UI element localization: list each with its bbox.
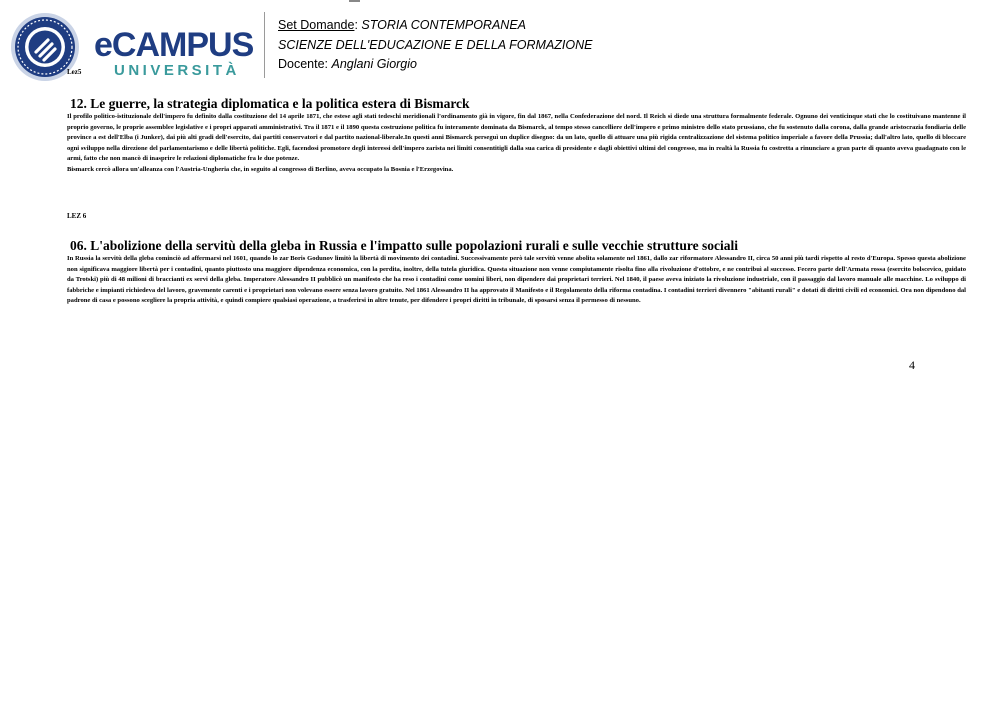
docente-value: Anglani Giorgio <box>331 57 417 71</box>
docente-line <box>278 55 592 75</box>
section-servitu-gleba <box>67 238 966 307</box>
ecampus-wordmark-subtitle: UNIVERSITÀ <box>114 62 240 79</box>
section-paragraph: In Russia la servitù della gleba cominciò ad affermarsi nel 1601, quando lo zar Boris Godunov limitò la libertà di movimento dei contadini. Successivamente però tale servitù venne abolita solamente nel 1861, dallo zar riformatore Alessandro II, circa 50 anni più tardi rispetto al resto d'Europa. Spesso questa abolizione non significava maggiore libertà per i contadini, quanto piuttosto una maggiore dipendenza economica, con la perdita, inoltre, della tutela giuridica. Questa situazione non venne compiutamente risolta fino alla rivoluzione d'ottobre, e ne contribuì al successo. Fecero parte dell'Armata rossa (esercito bolscevico, guidato da Trotski) più di 48 milioni di braccianti ex servi della gleba. Imperatore Alessandro II pubblicò un manifesto che ha reso i contadini come uomini liberi, non dipendere dai proprietari terrieri. Nel 1840, il paese aveva iniziato la rivoluzione industriale, con il passaggio dal lavoro manuale alle macchine. Lo sviluppo di fabbriche e impianti richiedeva del lavoro, gravemente carenti e i proprietari non volevano essere senza lavoro gratuito. Nel 1861 Alessandro II ha approvato il Manifesto e il Regolamento della riforma contadina. I contadini terrieri divennero "abitanti rurali" e dotati di diritti civili ed economici. Ora non dipendono dal padrone di casa e possono scegliere la propria attività, e quindi compiere qualsiasi operazione, a trasferirsi in altre tenute, per difendere i propri diritti in tribunale, di sposarsi senza il permesso di nessuno. <box>67 255 966 305</box>
section-bismarck <box>67 96 966 176</box>
set-domande-value: STORIA CONTEMPORANEA <box>361 18 526 32</box>
set-domande-label: Set Domande <box>278 18 355 32</box>
lesson-label-header: Lez5 <box>67 68 82 76</box>
page-number: 4 <box>909 358 915 372</box>
set-domande-line: Set Domande: STORIA CONTEMPORANEA <box>278 18 526 32</box>
section-title: 06. L'abolizione della servitù della gleba in Russia e l'impatto sulle popolazioni rurali e sulle vecchie strutture sociali <box>70 238 738 253</box>
docente-label: Docente: <box>278 57 329 71</box>
course-info <box>278 16 592 75</box>
header-divider <box>264 12 265 78</box>
ecampus-wordmark-title: eCAMPUS <box>94 26 254 64</box>
section-title: 12. Le guerre, la strategia diplomatica e la politica estera di Bismarck <box>70 96 470 111</box>
top-edge-mark <box>349 0 360 2</box>
faculty-name: SCIENZE DELL'EDUCAZIONE E DELLA FORMAZIONE <box>278 37 593 52</box>
lesson-label: LEZ 6 <box>67 212 87 220</box>
ecampus-wordmark <box>94 28 253 79</box>
section-paragraph: Il profilo politico-istituzionale dell'impero fu definito dalla costituzione del 14 aprile 1871, che estese agli stati tedeschi meridionali l'ordinamento già in vigore, fin dal 1867, nella Confederazione del nord. Il Reich si diede una struttura formalmente federale. Ognuno dei venticinque stati che lo costituivano mantenne il proprio governo, le proprie assemblee legislative e i propri apparati amministrativi. Tra il 1871 e il 1890 questa costruzione politica fu interamente dominata da Bismarck, al tempo stesso cancelliere dell'impero e primo ministro dello stato prussiano, che fu sostenuto dalla corona, dalla grande aristocrazia fondiaria delle province a est dell'Elba (i Junker), dai più alti gradi dell'esercito, dai partiti conservatori e dal partito nazional-liberale.In questi anni Bismarck perseguì un duplice disegno: da un lato, quello di attuare una più rigida centralizzazione del sistema politico imperiale a favore della Prussia; dall'altro lato, quello di bloccare ogni sviluppo nella direzione del parlamentarismo e delle libertà politiche. Egli, facendosi promotore degli interessi dell'impero zarista nei limiti consentitigli dalla sua carica di presidente e dagli obiettivi ultimi del congresso, ma in realtà la Russia fu costretta a rinunciare a gran parte di quanto aveva guadagnato con le armi, fatto che non mancò di inasprire le relazioni diplomatiche fra le due potenze. <box>67 113 966 163</box>
section-paragraph: Bismarck cercò allora un'alleanza con l'Austria-Ungheria che, in seguito al congresso di Berlino, aveva occupato la Bosnia e l'Erzegovina. <box>67 165 454 173</box>
